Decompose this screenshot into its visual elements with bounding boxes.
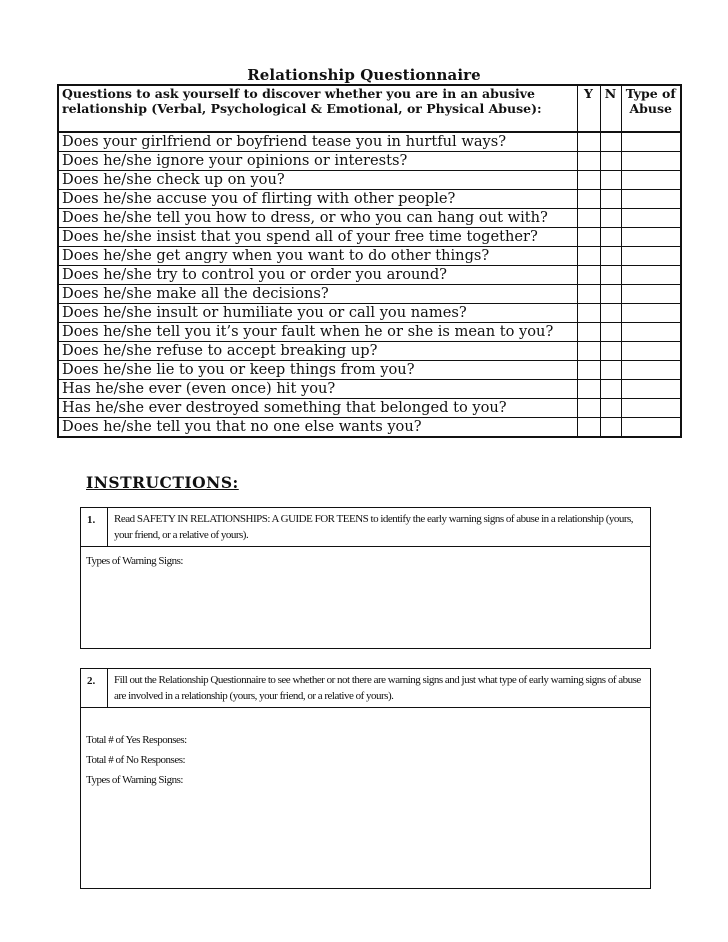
type-of-abuse-cell[interactable] <box>621 266 681 285</box>
question-text: Has he/she ever destroyed something that belonged to you? <box>58 399 577 418</box>
type-of-abuse-cell[interactable] <box>621 399 681 418</box>
question-text: Has he/she ever (even once) hit you? <box>58 380 577 399</box>
step-1-warning-signs-field[interactable]: Types of Warning Signs: <box>86 555 183 567</box>
question-rows <box>58 132 681 437</box>
no-checkbox-cell[interactable] <box>600 304 621 323</box>
yes-checkbox-cell[interactable] <box>577 152 600 171</box>
step-2-number: 2. <box>81 669 108 707</box>
yes-checkbox-cell[interactable] <box>577 132 600 152</box>
instruction-step-1 <box>80 507 651 649</box>
type-of-abuse-cell[interactable] <box>621 132 681 152</box>
yes-checkbox-cell[interactable] <box>577 190 600 209</box>
yes-checkbox-cell[interactable] <box>577 342 600 361</box>
table-row <box>58 132 681 152</box>
question-header: Questions to ask yourself to discover whether you are in an abusive relationship (Verbal, Psychological & Emotional, or Physical Abuse): <box>58 85 577 132</box>
table-row <box>58 361 681 380</box>
no-checkbox-cell[interactable] <box>600 380 621 399</box>
no-checkbox-cell[interactable] <box>600 247 621 266</box>
step-2-text: Fill out the Relationship Questionnaire to see whether or not there are warning signs and just what type of early warning signs of abuse are involved in a relationship (yours, your friend, or a relative of yours). <box>114 674 641 702</box>
no-checkbox-cell[interactable] <box>600 323 621 342</box>
no-checkbox-cell[interactable] <box>600 132 621 152</box>
yes-checkbox-cell[interactable] <box>577 285 600 304</box>
no-checkbox-cell[interactable] <box>600 285 621 304</box>
table-row <box>58 304 681 323</box>
table-row <box>58 323 681 342</box>
table-row <box>58 247 681 266</box>
question-text: Does he/she get angry when you want to do other things? <box>58 247 577 266</box>
table-row <box>58 399 681 418</box>
yes-checkbox-cell[interactable] <box>577 247 600 266</box>
no-checkbox-cell[interactable] <box>600 399 621 418</box>
no-checkbox-cell[interactable] <box>600 209 621 228</box>
question-text: Does he/she insult or humiliate you or call you names? <box>58 304 577 323</box>
yes-checkbox-cell[interactable] <box>577 304 600 323</box>
table-row <box>58 342 681 361</box>
question-text: Does he/she tell you it’s your fault when he or she is mean to you? <box>58 323 577 342</box>
question-text: Does he/she insist that you spend all of your free time together? <box>58 228 577 247</box>
yes-checkbox-cell[interactable] <box>577 361 600 380</box>
question-text: Does he/she accuse you of flirting with other people? <box>58 190 577 209</box>
type-of-abuse-cell[interactable] <box>621 228 681 247</box>
question-text: Does he/she refuse to accept breaking up? <box>58 342 577 361</box>
table-row <box>58 190 681 209</box>
no-checkbox-cell[interactable] <box>600 228 621 247</box>
yes-checkbox-cell[interactable] <box>577 399 600 418</box>
question-text: Does he/she lie to you or keep things from you? <box>58 361 577 380</box>
question-text: Does he/she tell you that no one else wants you? <box>58 418 577 438</box>
type-of-abuse-cell[interactable] <box>621 171 681 190</box>
no-checkbox-cell[interactable] <box>600 342 621 361</box>
yes-column-header: Y <box>577 85 600 132</box>
table-row <box>58 209 681 228</box>
question-text: Does he/she check up on you? <box>58 171 577 190</box>
type-of-abuse-cell[interactable] <box>621 247 681 266</box>
type-of-abuse-cell[interactable] <box>621 285 681 304</box>
total-yes-field[interactable]: Total # of Yes Responses: <box>86 734 187 746</box>
no-checkbox-cell[interactable] <box>600 361 621 380</box>
yes-checkbox-cell[interactable] <box>577 209 600 228</box>
questionnaire-table <box>57 84 682 438</box>
table-row <box>58 266 681 285</box>
table-row <box>58 171 681 190</box>
type-of-abuse-cell[interactable] <box>621 380 681 399</box>
no-checkbox-cell[interactable] <box>600 266 621 285</box>
question-text: Does he/she ignore your opinions or interests? <box>58 152 577 171</box>
yes-checkbox-cell[interactable] <box>577 266 600 285</box>
yes-checkbox-cell[interactable] <box>577 171 600 190</box>
step-1-number: 1. <box>81 508 108 546</box>
total-no-field[interactable]: Total # of No Responses: <box>86 754 186 766</box>
type-of-abuse-cell[interactable] <box>621 304 681 323</box>
type-of-abuse-cell[interactable] <box>621 209 681 228</box>
question-text: Does he/she try to control you or order you around? <box>58 266 577 285</box>
step-1-text: Read SAFETY IN RELATIONSHIPS: A GUIDE FOR TEENS to identify the early warning signs of abuse in a relationship (yours, your friend, or a relative of yours). <box>114 513 634 541</box>
type-of-abuse-column-header: Type of Abuse <box>621 85 681 132</box>
instruction-step-2 <box>80 668 651 889</box>
type-of-abuse-cell[interactable] <box>621 342 681 361</box>
table-row <box>58 380 681 399</box>
table-row <box>58 228 681 247</box>
table-row <box>58 152 681 171</box>
question-text: Does he/she make all the decisions? <box>58 285 577 304</box>
type-of-abuse-cell[interactable] <box>621 323 681 342</box>
question-text: Does your girlfriend or boyfriend tease you in hurtful ways? <box>58 132 577 152</box>
no-column-header: N <box>600 85 621 132</box>
no-checkbox-cell[interactable] <box>600 190 621 209</box>
table-header-row <box>58 85 681 132</box>
no-checkbox-cell[interactable] <box>600 152 621 171</box>
yes-checkbox-cell[interactable] <box>577 418 600 438</box>
no-checkbox-cell[interactable] <box>600 171 621 190</box>
page-title: Relationship Questionnaire <box>247 66 481 84</box>
yes-checkbox-cell[interactable] <box>577 323 600 342</box>
yes-checkbox-cell[interactable] <box>577 228 600 247</box>
table-row <box>58 285 681 304</box>
no-checkbox-cell[interactable] <box>600 418 621 438</box>
table-row <box>58 418 681 438</box>
instructions-heading: INSTRUCTIONS: <box>86 473 239 492</box>
question-text: Does he/she tell you how to dress, or who you can hang out with? <box>58 209 577 228</box>
type-of-abuse-cell[interactable] <box>621 361 681 380</box>
type-of-abuse-cell[interactable] <box>621 190 681 209</box>
step-2-warning-signs-field[interactable]: Types of Warning Signs: <box>86 774 183 786</box>
yes-checkbox-cell[interactable] <box>577 380 600 399</box>
type-of-abuse-cell[interactable] <box>621 152 681 171</box>
type-of-abuse-cell[interactable] <box>621 418 681 438</box>
